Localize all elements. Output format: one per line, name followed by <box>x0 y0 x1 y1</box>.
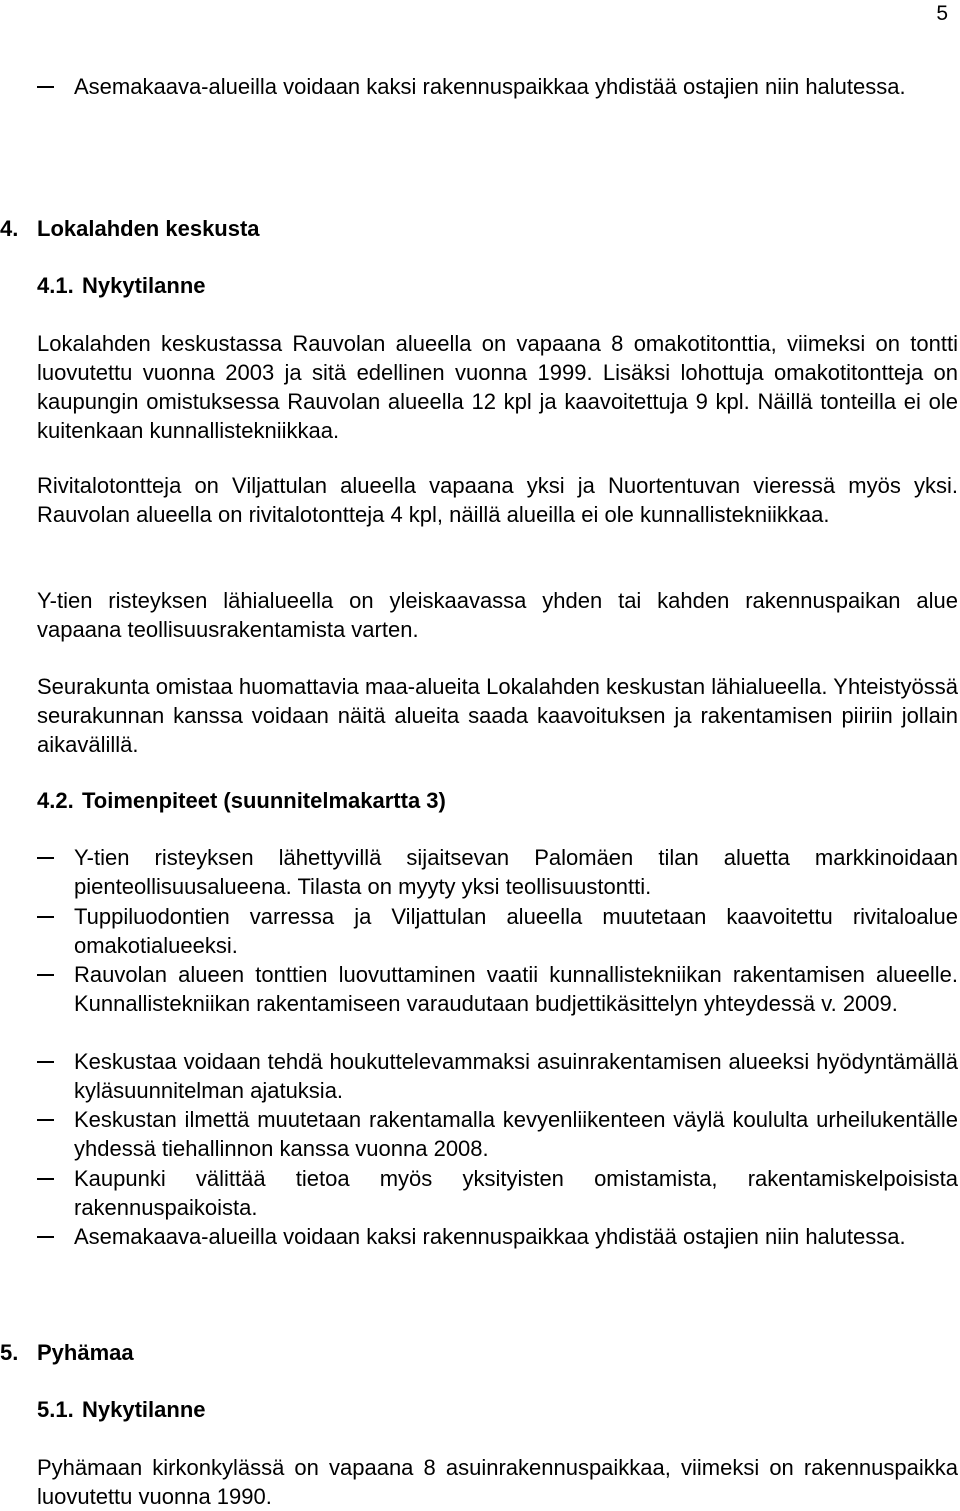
subsection-title: Nykytilanne <box>82 273 206 298</box>
section-title: Pyhämaa <box>37 1340 134 1365</box>
list-item-text: Tuppiluodontien varressa ja Viljattulan alueella muutetaan kaavoitettu rivitaloalue omakotialueeksi. <box>74 904 958 958</box>
paragraph: Pyhämaan kirkonkylässä on vapaana 8 asuinrakennuspaikkaa, viimeksi on rakennuspaikka luovutettu vuonna 1990. <box>37 1455 958 1509</box>
list-item <box>37 960 958 1018</box>
paragraph: Lokalahden keskustassa Rauvolan alueella on vapaana 8 omakotitonttia, viimeksi on tontti luovutettu vuonna 2003 ja sitä edellinen vuonna 1999. Lisäksi lohottuja omakotitontteja on kaupungin omistuksessa Rauvolan alueella 12 kpl ja kaavoitettuja 9 kpl. Näillä tonteilla ei ole kuitenkaan kunnallistekniikkaa. <box>37 331 958 443</box>
list-item-text: Kaupunki välittää tietoa myös yksityisten omistamista, rakentamiskelpoisista rakennuspaikoista. <box>74 1166 958 1220</box>
list-item <box>37 1222 958 1251</box>
list-item-text: Asemakaava-alueilla voidaan kaksi rakennuspaikkaa yhdistää ostajien niin halutessa. <box>74 1224 906 1249</box>
subsection-heading-5-1 <box>37 1395 206 1424</box>
subsection-number: 4.1. <box>37 273 74 298</box>
section-number: 4. <box>0 216 19 241</box>
list-item-text: Keskustan ilmettä muutetaan rakentamalla kevyenliikenteen väylä koululta urheilukentälle yhdessä tiehallinnon kanssa vuonna 2008. <box>74 1107 958 1161</box>
dash-bullet-icon <box>37 857 54 859</box>
subsection-heading-4-1 <box>37 271 206 300</box>
dash-bullet-icon <box>37 1178 54 1180</box>
section-heading-4 <box>0 214 260 243</box>
list-item <box>37 72 958 101</box>
section-title: Lokalahden keskusta <box>37 216 260 241</box>
dash-bullet-icon <box>37 1119 54 1121</box>
list-item <box>37 843 958 901</box>
subsection-title: Toimenpiteet (suunnitelmakartta 3) <box>82 788 446 813</box>
dash-bullet-icon <box>37 1061 54 1063</box>
paragraph: Y-tien risteyksen lähialueella on yleiskaavassa yhden tai kahden rakennuspaikan alue vapaana teollisuusrakentamista varten. <box>37 588 958 642</box>
paragraph: Rivitalotontteja on Viljattulan alueella vapaana yksi ja Nuortentuvan vieressä myös yksi. Rauvolan alueella on rivitalotontteja 4 kpl, näillä alueilla ei ole kunnallistekniikkaa. <box>37 473 958 527</box>
list-item <box>37 1164 958 1222</box>
dash-bullet-icon <box>37 974 54 976</box>
dash-bullet-icon <box>37 1236 54 1238</box>
section-heading-5 <box>0 1338 134 1367</box>
page-number: 5 <box>936 2 948 25</box>
list-item-text: Asemakaava-alueilla voidaan kaksi rakennuspaikkaa yhdistää ostajien niin halutessa. <box>74 74 906 99</box>
list-item-text: Keskustaa voidaan tehdä houkuttelevammaksi asuinrakentamisen alueeksi hyödyntämällä kyläsuunnitelman ajatuksia. <box>74 1049 958 1103</box>
list-item <box>37 1047 958 1105</box>
subsection-number: 5.1. <box>37 1397 74 1422</box>
dash-bullet-icon <box>37 916 54 918</box>
subsection-heading-4-2 <box>37 786 446 815</box>
list-item-text: Y-tien risteyksen lähettyvillä sijaitsevan Palomäen tilan aluetta markkinoidaan pienteollisuusalueena. Tilasta on myyty yksi teollisuustontti. <box>74 845 958 899</box>
paragraph: Seurakunta omistaa huomattavia maa-alueita Lokalahden keskustan lähialueella. Yhteistyössä seurakunnan kanssa voidaan näitä alueita saada kaavoituksen ja rakentamisen piiriin jollain aikavälillä. <box>37 674 958 757</box>
subsection-title: Nykytilanne <box>82 1397 206 1422</box>
subsection-number: 4.2. <box>37 788 74 813</box>
list-item <box>37 902 958 960</box>
list-item-text: Rauvolan alueen tonttien luovuttaminen vaatii kunnallistekniikan rakentamisen alueelle. Kunnallistekniikan rakentamiseen varaudutaan budjettikäsittelyn yhteydessä v. 2009. <box>74 962 958 1016</box>
dash-bullet-icon <box>37 86 54 88</box>
section-number: 5. <box>0 1340 19 1365</box>
list-item <box>37 1105 958 1163</box>
